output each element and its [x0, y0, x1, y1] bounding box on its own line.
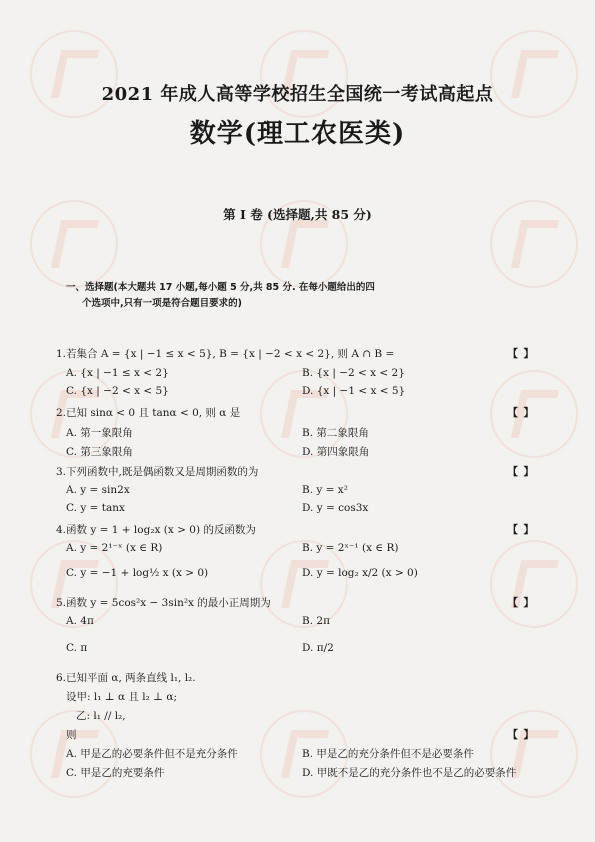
option-c: C. y = tanx [66, 502, 125, 514]
question-3-stem: 3.下列函数中,既是偶函数又是周期函数的为 [56, 466, 259, 478]
section-instructions [66, 280, 536, 312]
answer-bracket: 【 】 [507, 524, 535, 536]
exam-subject: 数学(理工农医类) [189, 119, 406, 149]
option-a: A. {x | −1 ≤ x < 2} [66, 367, 169, 379]
option-a: A. 4π [66, 615, 94, 627]
answer-bracket: 【 】 [507, 466, 535, 478]
option-d: D. π/2 [302, 642, 334, 654]
option-b: B. y = x² [302, 484, 348, 496]
answer-bracket: 【 】 [507, 729, 535, 741]
question-6-condition-1: 设甲: l₁ ⊥ α 且 l₂ ⊥ α; [66, 691, 178, 703]
option-a: A. 第一象限角 [66, 427, 133, 439]
instructions-line: 个选项中,只有一项是符合题目要求的) [82, 298, 242, 309]
part-heading: 第 Ⅰ 卷 (选择题,共 85 分) [223, 207, 372, 222]
option-d: D. y = cos3x [302, 502, 369, 514]
option-d: D. y = log₂ x/2 (x > 0) [302, 567, 418, 579]
option-c: C. π [66, 642, 88, 654]
exam-title: 2021 年成人高等学校招生全国统一考试高起点 [101, 84, 494, 105]
option-b: B. 第二象限角 [302, 427, 369, 439]
option-b: B. y = 2ˣ⁻¹ (x ∈ R) [302, 542, 399, 554]
option-c: C. 第三象限角 [66, 446, 133, 458]
question-2-stem: 2.已知 sinα < 0 且 tanα < 0, 则 α 是 [56, 407, 241, 419]
option-b: B. {x | −2 < x < 2} [302, 367, 405, 379]
question-1-stem: 1.若集合 A = {x | −1 ≤ x < 5}, B = {x | −2 < x < 2}, 则 A ∩ B = [56, 348, 395, 360]
instructions-line: 一、选择题(本大题共 17 小题,每小题 5 分,共 85 分. 在每小题给出的四 [66, 282, 375, 293]
question-5-stem: 5.函数 y = 5cos²x − 3sin²x 的最小正周期为 [56, 597, 271, 609]
option-a: A. y = 2¹⁻ˣ (x ∈ R) [66, 542, 163, 554]
option-d: D. 第四象限角 [302, 446, 370, 458]
question-6-then: 则 [66, 729, 77, 741]
option-b: B. 甲是乙的充分条件但不是必要条件 [302, 748, 474, 760]
watermark-logo [490, 540, 578, 628]
option-a: A. y = sin2x [66, 484, 130, 496]
option-a: A. 甲是乙的必要条件但不是充分条件 [66, 748, 238, 760]
option-d: D. 甲既不是乙的充分条件也不是乙的必要条件 [302, 767, 517, 779]
answer-bracket: 【 】 [507, 348, 535, 360]
option-c: C. y = −1 + log½ x (x > 0) [66, 567, 209, 579]
question-6-stem: 6.已知平面 α, 两条直线 l₁, l₂. [56, 672, 196, 684]
answer-bracket: 【 】 [507, 407, 535, 419]
option-b: B. 2π [302, 615, 330, 627]
option-d: D. {x | −1 < x < 5} [302, 385, 406, 397]
option-c: C. 甲是乙的充要条件 [66, 767, 165, 779]
option-c: C. {x | −2 < x < 5} [66, 385, 169, 397]
question-4-stem: 4.函数 y = 1 + log₂x (x > 0) 的反函数为 [56, 524, 256, 536]
answer-bracket: 【 】 [507, 597, 535, 609]
watermark-logo [490, 710, 578, 798]
question-6-condition-2: 乙: l₁ // l₂, [76, 710, 126, 722]
